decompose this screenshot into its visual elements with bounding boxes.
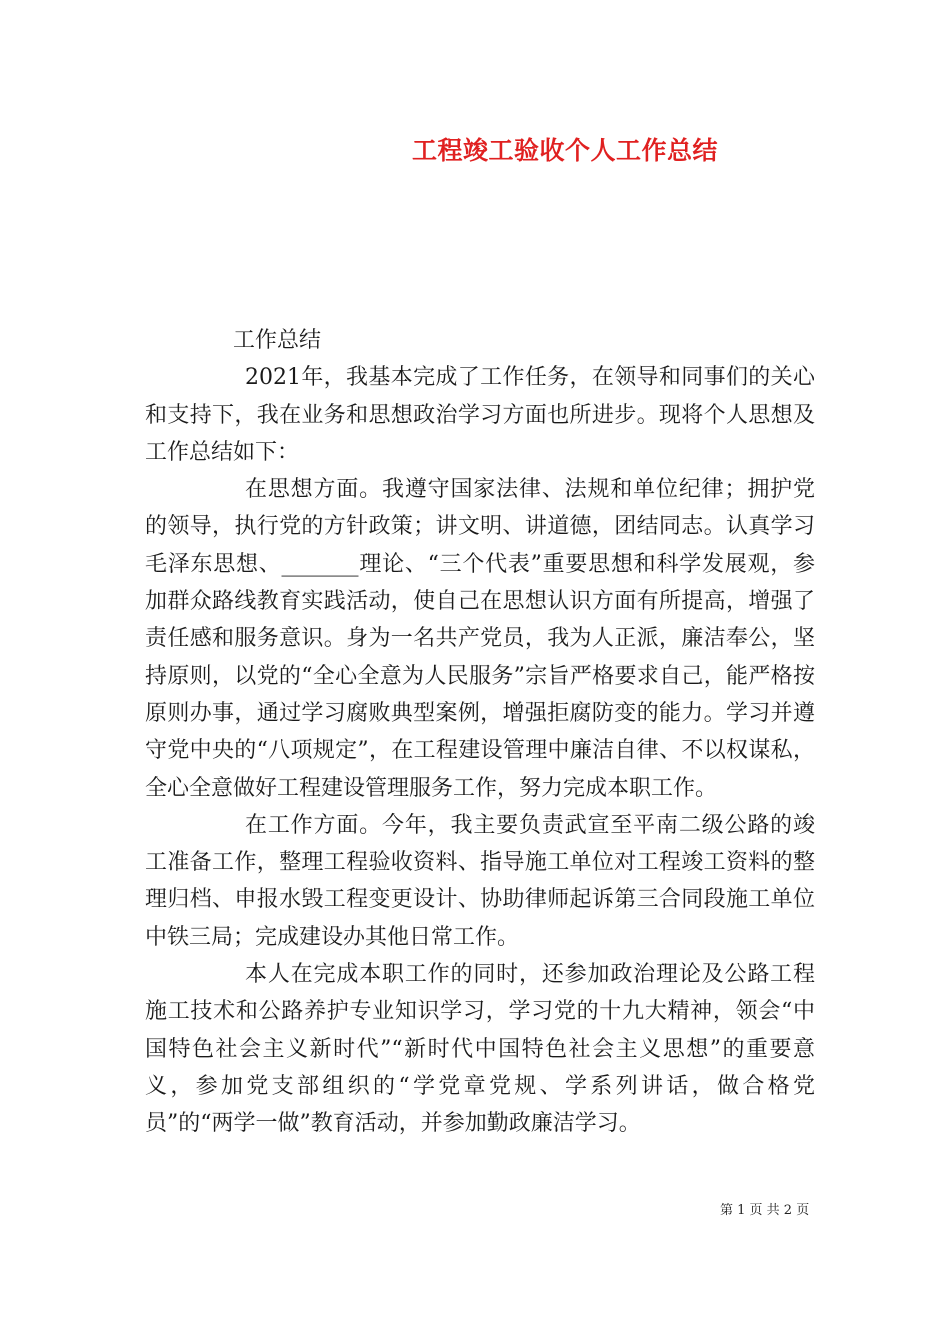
page-number: 第 1 页 共 2 页 xyxy=(720,1203,810,1218)
paragraph-thought: 在思想方面。我遵守国家法律、法规和单位纪律；拥护党的领导，执行党的方针政策；讲文明、讲道德，团结同志。认真学习毛泽东思想、_______理论、“三个代表”重要思想和科学发展观，参加群众路线教育实践活动，使自己在思想认识方面有所提高，增强了责任感和服务意识。身为一名共产党员，我为人正派，廉洁奉公，坚持原则，以党的“全心全意为人民服务”宗旨严格要求自己，能严格按原则办事，通过学习腐败典型案例，增强拒腐防变的能力。学习并遵守党中央的“八项规定”，在工程建设管理中廉洁自律、不以权谋私，全心全意做好工程建设管理服务工作，努力完成本职工作。 xyxy=(145,477,815,801)
page-title: 工程竣工验收个人工作总结 xyxy=(411,136,718,165)
paragraph-intro: 2021年，我基本完成了工作任务，在领导和同事们的关心和支持下，我在业务和思想政治学习方面也所进步。现将个人思想及工作总结如下： xyxy=(145,365,815,465)
section-heading: 工作总结 xyxy=(233,328,322,353)
paragraph-work: 在工作方面。今年，我主要负责武宣至平南二级公路的竣工准备工作，整理工程验收资料、指导施工单位对工程竣工资料的整理归档、申报水毁工程变更设计、协助律师起诉第三合同段施工单位中铁三局；完成建设办其他日常工作。 xyxy=(145,812,815,950)
document-body xyxy=(145,322,815,1143)
paragraph-study: 本人在完成本职工作的同时，还参加政治理论及公路工程施工技术和公路养护专业知识学习，学习党的十九大精神，领会“中国特色社会主义新时代”“新时代中国特色社会主义思想”的重要意义，参加党支部组织的“学党章党规、学系列讲话，做合格党员”的“两学一做”教育活动，并参加勤政廉洁学习。 xyxy=(145,962,815,1137)
